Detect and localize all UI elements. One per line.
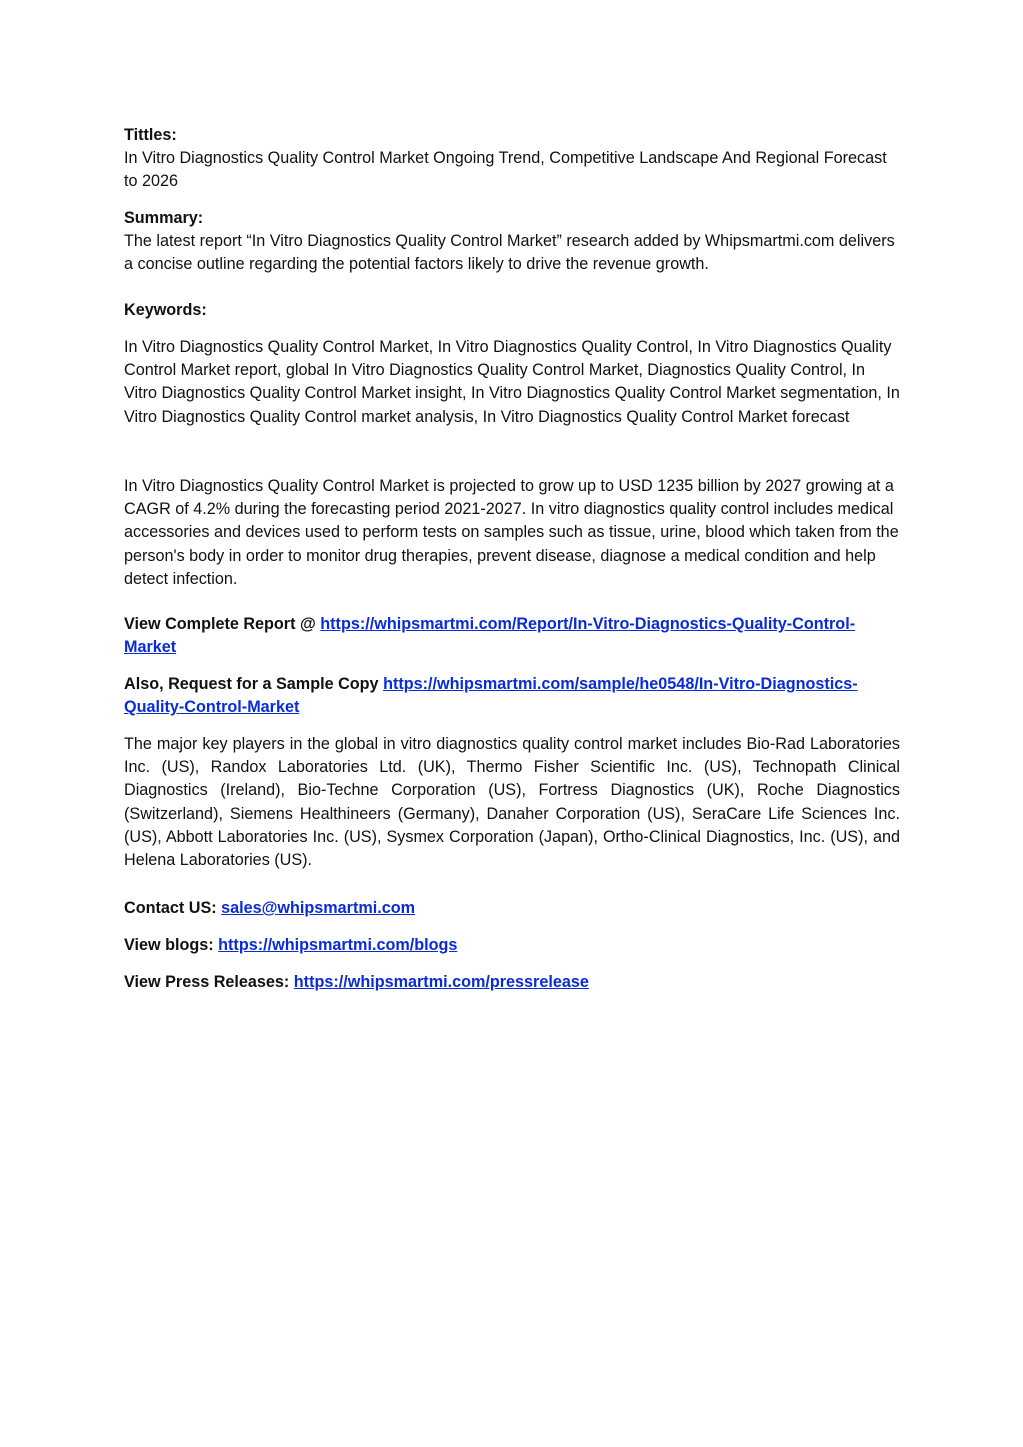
keywords-label: Keywords: — [124, 301, 207, 319]
report-link-label: View Complete Report @ — [124, 615, 321, 633]
contact-email-link[interactable]: sales@whipsmartmi.com — [221, 899, 416, 917]
keywords-text: In Vitro Diagnostics Quality Control Market, In Vitro Diagnostics Quality Control, In Vitro Diagnostics Quality Control Market report, global In Vitro Diagnostics Quality Control Market, Diagnostics Quality Control, In Vitro Diagnostics Quality Control Market insight, In Vitro Diagnostics Quality Control Market segmentation, In Vitro Diagnostics Quality Control market analysis, In Vitro Diagnostics Quality Control Market forecast — [124, 338, 900, 426]
sample-link-row — [124, 673, 900, 719]
summary-text: The latest report “In Vitro Diagnostics Quality Control Market” research added by Whipsmartmi.com delivers a concise outline regarding the potential factors likely to drive the revenue growth. — [124, 232, 895, 274]
key-players-text: The major key players in the global in vitro diagnostics quality control market includes Bio-Rad Laboratories Inc. (US), Randox Laboratories Ltd. (UK), Thermo Fisher Scientific Inc. (US), Technopath Clinical Diagnostics (Ireland), Bio-Techne Corporation (US), Fortress Diagnostics (UK), Roche Diagnostics (Switzerland), Siemens Healthineers (Germany), Danaher Corporation (US), SeraCare Life Sciences Inc. (US), Abbott Laboratories Inc. (US), Sysmex Corporation (Japan), Ortho-Clinical Diagnostics, Inc. (US), and Helena Laboratories (US). — [124, 735, 900, 870]
press-row — [124, 971, 589, 994]
contact-label: Contact US: — [124, 899, 222, 917]
report-link[interactable]: https://whipsmartmi.com/Report/In-Vitro-Diagnostics-Quality-Control-Market — [124, 615, 856, 657]
titles-label: Tittles: — [124, 126, 177, 144]
blogs-label: View blogs: — [124, 936, 219, 954]
sample-link-label: Also, Request for a Sample Copy — [124, 675, 384, 693]
press-link[interactable]: https://whipsmartmi.com/pressrelease — [293, 973, 589, 991]
report-link-row — [124, 613, 900, 659]
press-label: View Press Releases: — [124, 973, 294, 991]
summary-label: Summary: — [124, 209, 204, 227]
market-overview: In Vitro Diagnostics Quality Control Market is projected to grow up to USD 1235 billion by 2027 growing at a CAGR of 4.2% during the forecasting period 2021-2027. In vitro diagnostics quality control includes medical accessories and devices used to perform tests on samples such as tissue, urine, blood which taken from the person's body in order to monitor drug therapies, prevent disease, diagnose a medical condition and help detect infection. — [124, 477, 899, 588]
contact-row — [124, 897, 415, 920]
blogs-row — [124, 934, 457, 957]
sample-link[interactable]: https://whipsmartmi.com/sample/he0548/In-Vitro-Diagnostics-Quality-Control-Market — [124, 675, 858, 717]
blogs-link[interactable]: https://whipsmartmi.com/blogs — [218, 936, 458, 954]
titles-text: In Vitro Diagnostics Quality Control Market Ongoing Trend, Competitive Landscape And Regional Forecast to 2026 — [124, 149, 887, 191]
